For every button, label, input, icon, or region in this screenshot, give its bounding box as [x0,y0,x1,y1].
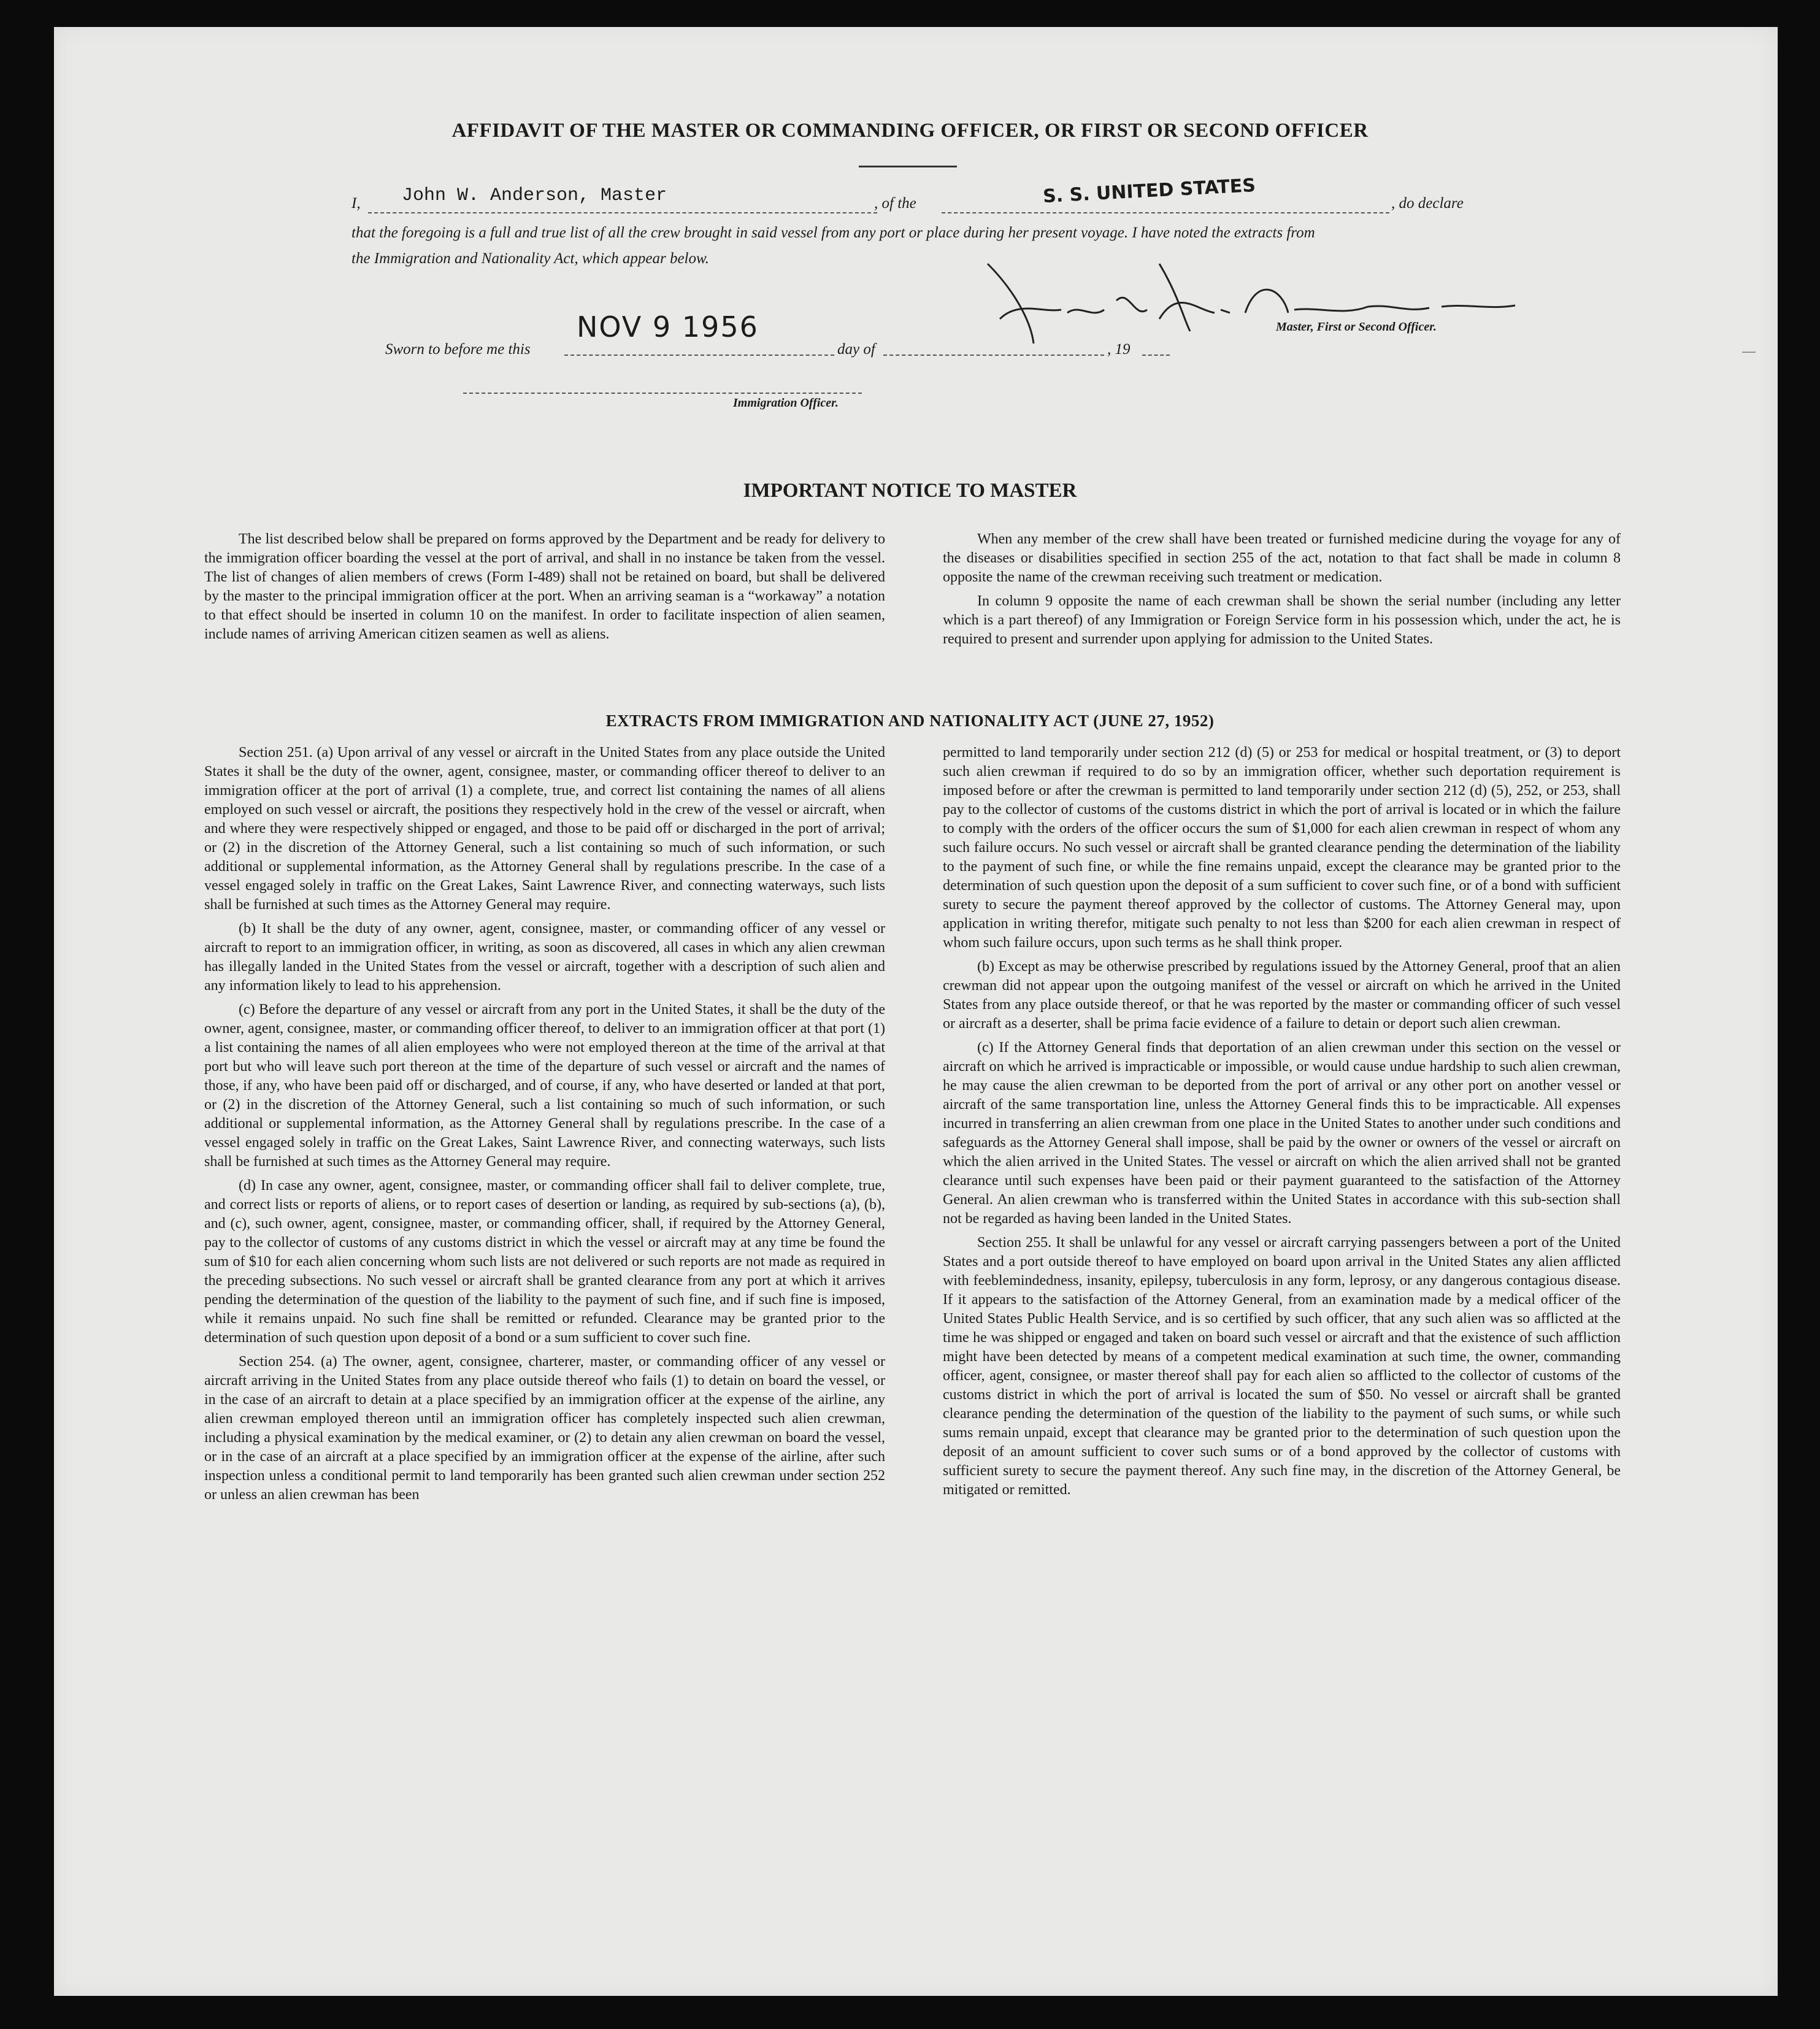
section-251c: (c) Before the departure of any vessel or aircraft from any port in the United States, it shall be the duty of the owner, agent, consignee, master, or commanding officer thereof, to deliver to an immigration officer at that port (1) a list containing the names of all alien employees who were not employed thereon at the time of the arrival at that port but who will leave such port thereon at the time of the departure of such vessel or aircraft and the names of those, if any, who have been paid off or discharged, and of course, if any, who have deserted or landed at that port, or (2) in the discretion of the Attorney General, such a list containing so much of such information, or such additional or supplemental information, as the Attorney General shall by regulations prescribe. In the case of a vessel engaged solely in traffic on the Great Lakes, Saint Lawrence River, and connecting waterways, such lists shall be furnished at such times as the Attorney General may require. [204,1002,885,1170]
immigration-officer-line [463,393,862,394]
notice-left-column [204,530,885,649]
vessel-name-field[interactable]: S. S. UNITED STATES [1042,174,1256,208]
intro-prefix: I, [351,195,361,212]
section-255: Section 255. It shall be unlawful for any vessel or aircraft carrying passengers between a port of the United States and a port outside thereof to have employed on board upon arrival in the United States any alien afflicted with feeblemindedness, insanity, epilepsy, tuberculosis in any form, leprosy, or any dangerous contagious disease. If it appears to the satisfaction of the Attorney General, from an examination made by a medical officer of the United States Public Health Service, and is so certified by such officer, that any such alien was so afflicted at the time he was shipped or engaged and taken on board such vessel or aircraft and that the existence of such affliction might have been detected by means of a competent medical examination at such time, the owner, commanding officer, agent, consignee, or master thereof shall pay for each alien so afflicted to the collector of customs of the customs district in which the port of arrival is located the sum of $50. No vessel or aircraft shall be granted clearance pending the determination of the question of the liability to the payment of such sums, or while such sums remain unpaid, except that clearance may be granted prior to the determination of such question upon the deposit of an amount sufficient to cover such sums or of a bond approved by the collector of customs with sufficient surety to secure the payment thereof. Any such fine may, in the discretion of the Attorney General, be mitigated or remitted. [943,1235,1621,1498]
month-line [883,355,1104,356]
margin-artifact: — [1742,343,1756,359]
sworn-date-line [564,355,834,356]
notice-heading: IMPORTANT NOTICE TO MASTER [743,480,1077,502]
sworn-date-stamp[interactable]: NOV 9 1956 [577,310,759,343]
section-251b: (b) It shall be the duty of any owner, agent, consignee, master, or commanding officer of any vessel or aircraft to report to an immigration officer, in writing, as soon as discovered, all cases in which any alien crewman has illegally landed in the United States from the vessel or aircraft, together with a description of such alien and any information likely to lead to his apprehension. [204,921,885,994]
signature-caption: Master, First or Second Officer. [1276,320,1437,334]
declaration-line-1: that the foregoing is a full and true list of all the crew brought in said vessel from any port or place during her present voyage. I have noted the extracts from [351,224,1315,241]
do-declare-label: , do declare [1391,195,1464,212]
notice-paragraph: The list described below shall be prepared on forms approved by the Department and be ready for delivery to the immigration officer boarding the vessel at the port of arrival, and shall in no instance be taken from the vessel. The list of changes of alien members of crews (Form I-489) shall not be retained on board, but shall be delivered by the master to the principal immigration officer at the port. When an arriving seaman is a “workaway” a notation to that effect should be inserted in column 10 on the manifest. In order to facilitate inspection of alien seamen, include names of arriving American citizen seamen as well as aliens. [204,531,885,642]
section-254a-cont: permitted to land temporarily under section 212 (d) (5) or 253 for medical or hospital treatment, or (3) to deport such alien crewman if required to do so by an immigration officer, whether such deportation requirement is imposed before or after the crewman is permitted to land temporarily under section 212 (d) (5), 252, or 253, shall pay to the collector of customs of the customs district in which the port of arrival is located or in which the failure to comply with the orders of the officer occurs the sum of $1,000 for each alien crewman in respect of whom any such failure occurs. No such vessel or aircraft shall be granted clearance pending the determination of the liability to the payment of such fine, or while the fine remains unpaid, except the clearance may be granted prior to the determination of such question upon the deposit of a sum sufficient to cover such fine, or of a bond with sufficient surety to secure the payment thereof approved by the collector of customs. The Attorney General may, upon application in writing therefor, mitigate such penalty to not less than $200 for each alien crewman in respect of whom such failure occurs, upon such terms as he shall think proper. [943,745,1621,951]
extracts-heading: EXTRACTS FROM IMMIGRATION AND NATIONALITY ACT (JUNE 27, 1952) [605,711,1215,730]
notice-paragraph: When any member of the crew shall have been treated or furnished medicine during the voyage for any of the diseases or disabilities specified in section 255 of the act, notation to that fact shall be made in column 8 opposite the name of the crewman receiving such treatment or medication. [943,531,1621,585]
section-251d: (d) In case any owner, agent, consignee, master, or commanding officer shall fail to deliver complete, true, and correct lists or reports of aliens, or to report cases of desertion or landing, as required by sub-sections (a), (b), and (c), such owner, agent, consignee, master, or commanding officer, shall, if required by the Attorney General, pay to the collector of customs of any customs district in which the vessel or aircraft may at any time be found the sum of $10 for each alien concerning whom such lists are not delivered or such reports are not made as required in the preceding subsections. No such vessel or aircraft shall be granted clearance from any port at which it arrives pending the determination of the question of the liability to the payment of such fine, and if such fine is imposed, while it remains unpaid. No such fine shall be remitted or refunded. Clearance may be granted prior to the determination of such question upon deposit of a bond or a sum sufficient to cover such fine. [204,1178,885,1346]
year-prefix: , 19 [1107,341,1131,358]
section-251a: Section 251. (a) Upon arrival of any vessel or aircraft in the United States from any place outside the United States it shall be the duty of the owner, agent, consignee, master, or commanding officer thereof to deliver to an immigration officer at the port of arrival (1) a complete, true, and correct list containing the names of all aliens employed on such vessel or aircraft, the positions they respectively hold in the crew of the vessel or aircraft, when and where they were respectively shipped or engaged, and those to be paid off or discharged in the port of arrival; or (2) in the discretion of the Attorney General, such a list containing so much of such information, or such additional or supplemental information, as the Attorney General shall by regulations prescribe. In the case of a vessel engaged solely in traffic on the Great Lakes, Saint Lawrence River, and connecting waterways, such lists shall be furnished at such times as the Attorney General may require. [204,745,885,913]
sworn-prefix: Sworn to before me this [385,341,531,358]
title-rule [859,166,957,167]
section-254b: (b) Except as may be otherwise prescribed by regulations issued by the Attorney General, proof that an alien crewman did not appear upon the outgoing manifest of the vessel or aircraft on which he arrived in the United States from any place outside thereof, or that he was reported by the master or commanding officer of such vessel or aircraft as a deserter, shall be prima facie evidence of a failure to detain or deport such alien crewman. [943,959,1621,1032]
section-254a: Section 254. (a) The owner, agent, consignee, charterer, master, or commanding officer of any vessel or aircraft arriving in the United States from any place outside thereof who fails (1) to detain on board the vessel, or in the case of an aircraft to detain at a place specified by an immigration officer at the expense of the airline, any alien crewman employed thereon until an immigration officer has completely inspected such alien crewman, including a physical examination by the medical examiner, or (2) to detain any alien crewman on board the vessel, or in the case of an aircraft at a place specified by an immigration officer at the expense of the airline, after such inspection unless a conditional permit to land temporarily has been granted such alien crewman under section 252 or unless an alien crewman has been [204,1354,885,1503]
extracts-right-column [943,743,1621,1505]
immigration-caption: Immigration Officer. [733,396,839,410]
vessel-name-line [942,212,1389,213]
master-name-field[interactable]: John W. Anderson, Master [402,185,667,206]
master-name-line [368,212,877,213]
notice-right-column [943,530,1621,654]
notice-paragraph: In column 9 opposite the name of each crewman shall be shown the serial number (including any letter which is a part thereof) of any Immigration or Foreign Service form in his possession which, under the act, he is required to present and surrender upon applying for admission to the United States. [943,593,1621,647]
master-signature [975,251,1527,362]
section-254c: (c) If the Attorney General finds that deportation of an alien crewman under this section on the vessel or aircraft on which he arrived is impracticable or impossible, or would cause undue hardship to such alien crewman, he may cause the alien crewman to be deported from the port of arrival or any other port on another vessel or aircraft of the same transportation line, unless the Attorney General finds this to be impracticable. All expenses incurred in transferring an alien crewman from one place in the United States to another under such conditions and safeguards as the Attorney General shall impose, shall be paid by the owner or owners of the vessel or aircraft on which the alien arrived in the United States. The vessel or aircraft on which the alien arrived shall not be granted clearance until such expenses have been paid or their payment guaranteed to the satisfaction of the Attorney General. An alien crewman who is transferred within the United States in accordance with this sub-section shall not be regarded as having been landed in the United States. [943,1040,1621,1227]
of-the-label: , of the [874,195,916,212]
declaration-line-2: the Immigration and Nationality Act, which appear below. [351,250,710,267]
day-of-label: day of [837,341,875,358]
affidavit-title: AFFIDAVIT OF THE MASTER OR COMMANDING OFFICER, OR FIRST OR SECOND OFFICER [451,120,1369,142]
extracts-left-column [204,743,885,1509]
year-line [1142,355,1170,356]
